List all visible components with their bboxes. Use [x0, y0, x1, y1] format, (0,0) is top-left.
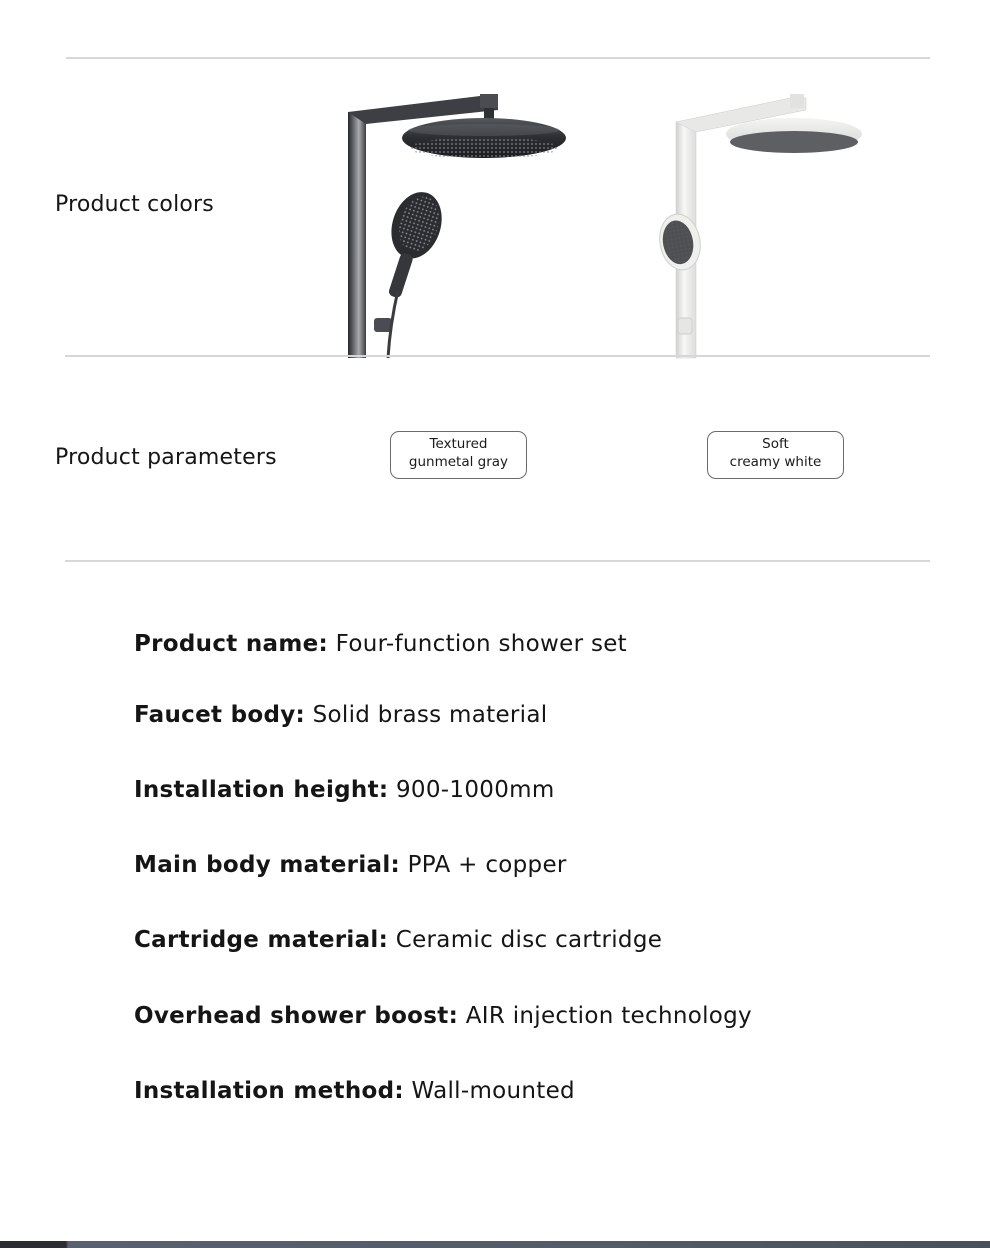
swatch-gunmetal-line1: Textured	[429, 436, 488, 452]
spec-installation-method	[134, 1078, 575, 1104]
spec-label: Installation height:	[134, 777, 389, 803]
spec-value: 900-1000mm	[396, 777, 555, 803]
spec-value: Ceramic disc cartridge	[395, 927, 663, 953]
spec-value: Wall-mounted	[411, 1078, 575, 1104]
spec-label: Product name:	[134, 631, 329, 657]
spec-cartridge-material	[134, 927, 662, 953]
product-parameters-label: Product parameters	[55, 445, 277, 470]
spec-overhead-shower-boost	[134, 1003, 752, 1029]
spec-value: PPA + copper	[407, 852, 567, 878]
spec-label: Overhead shower boost:	[134, 1003, 459, 1029]
swatch-white-line2: creamy white	[729, 454, 822, 470]
spec-label: Faucet body:	[134, 702, 306, 728]
spec-label: Cartridge material:	[134, 927, 389, 953]
spec-value: Solid brass material	[312, 702, 548, 728]
swatch-gunmetal-line2: gunmetal gray	[408, 454, 509, 470]
creamy-white-shower-image	[650, 92, 890, 360]
divider-middle	[65, 355, 930, 357]
bottom-bar	[0, 1241, 990, 1248]
spec-faucet-body	[134, 702, 547, 728]
swatch-creamy-white[interactable]	[707, 431, 844, 479]
spec-main-body-material	[134, 852, 567, 878]
spec-product-name	[134, 631, 627, 657]
swatch-gunmetal-gray[interactable]	[390, 431, 527, 479]
spec-installation-height	[134, 777, 555, 803]
spec-label: Main body material:	[134, 852, 401, 878]
product-colors-label: Product colors	[55, 192, 214, 217]
swatch-white-line1: Soft	[762, 436, 789, 452]
divider-bottom	[65, 560, 930, 562]
spec-label: Installation method:	[134, 1078, 404, 1104]
spec-value: Four-function shower set	[335, 631, 627, 657]
spec-value: AIR injection technology	[465, 1003, 752, 1029]
divider-top	[66, 57, 930, 59]
gunmetal-shower-image	[330, 90, 580, 360]
